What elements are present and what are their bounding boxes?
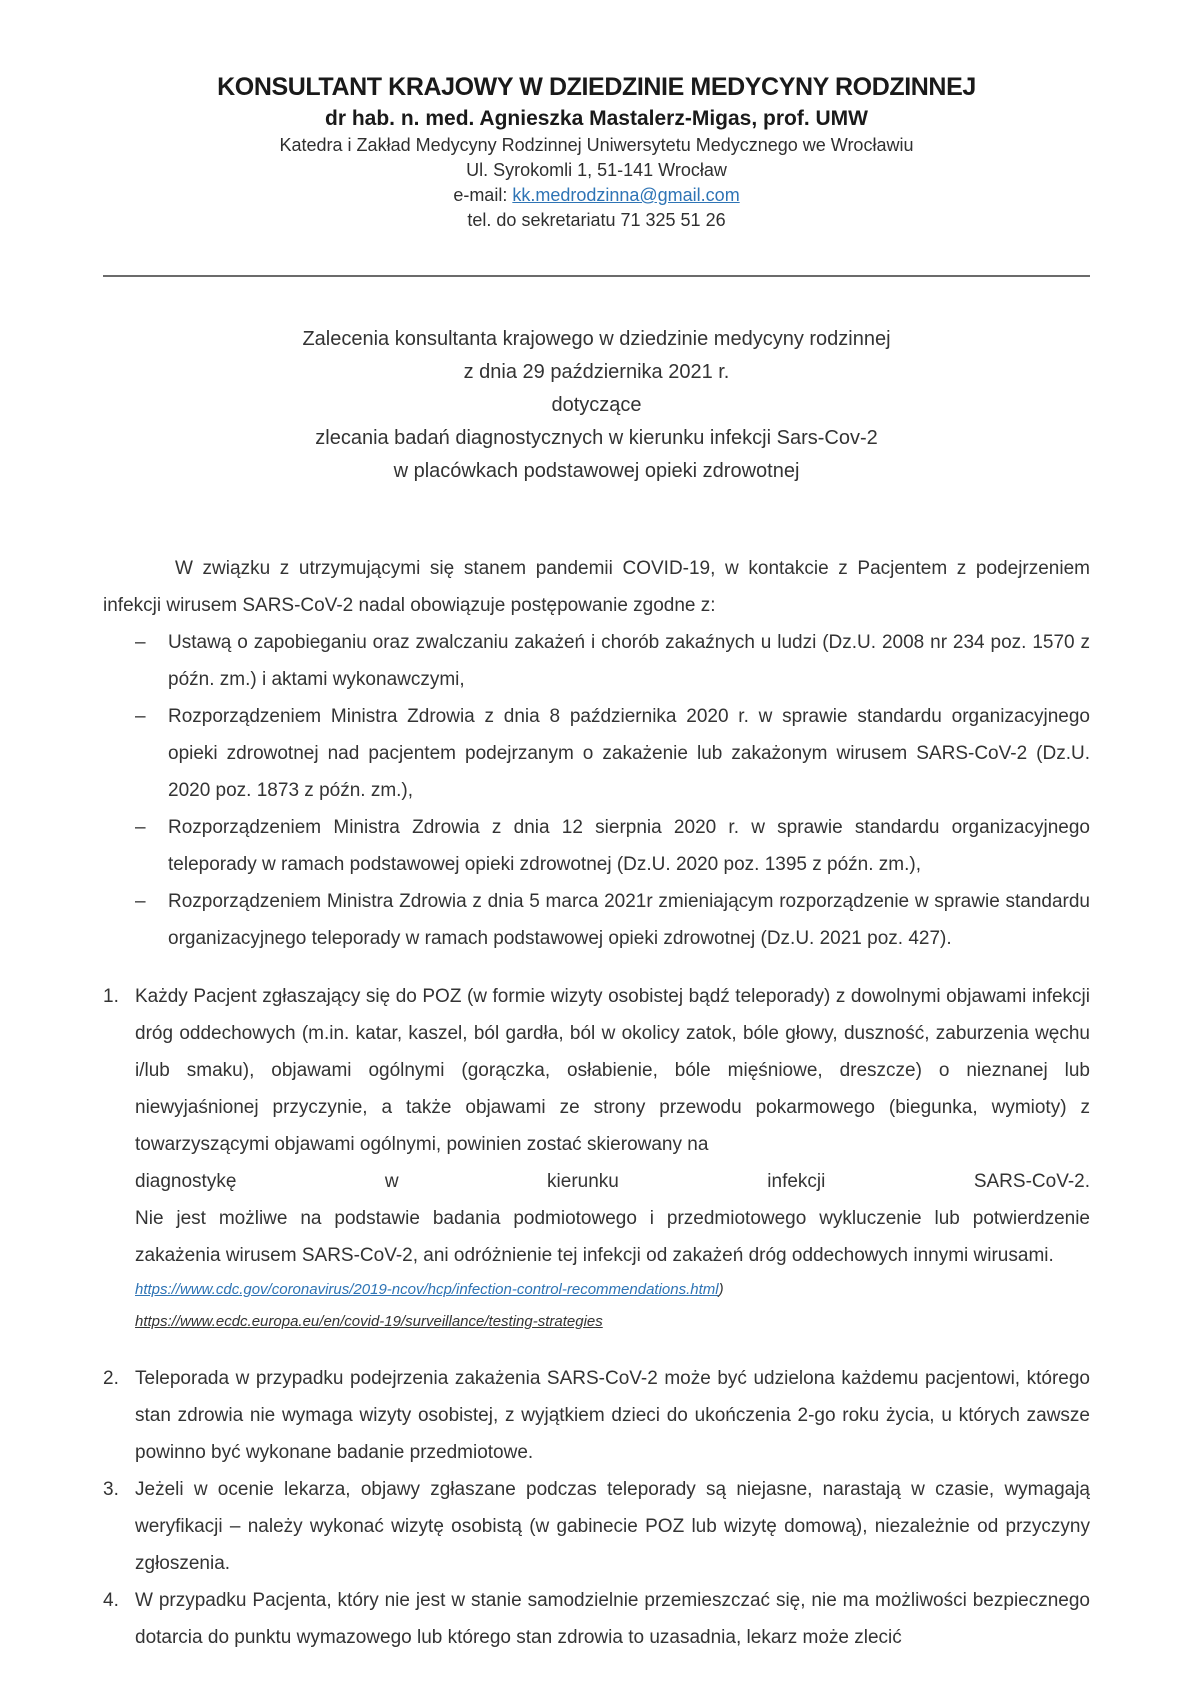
letterhead-phone: tel. do sekretariatu 71 325 51 26 xyxy=(467,210,726,230)
reference-link[interactable]: https://www.ecdc.europa.eu/en/covid-19/surveillance/testing-strategies xyxy=(135,1313,603,1330)
legal-basis-item xyxy=(103,883,1090,957)
email-link[interactable]: kk.medrodzinna@gmail.com xyxy=(512,185,740,205)
recommendation-item xyxy=(103,1471,1090,1582)
recommendation-text: Każdy Pacjent zgłaszający się do POZ (w formie wizyty osobistej bądź teleporady) z dowolnymi objawami infekcji dróg oddechowych (m.in. katar, kaszel, ból gardła, ból w okolicy zatok, bóle głowy, duszność, zaburzenia węchu i/lub smaku), objawami ogólnymi (gorączka, osłabienie, bóle mięśniowe, dreszcze) o nieznanej lub niewyjaśnionej przyczynie, a także objawami ze strony przewodu pokarmowego (biegunka, wymioty) z towarzyszącymi objawami ogólnymi, powinien zostać skierowany na xyxy=(135,986,1090,1155)
legal-basis-item-text: Rozporządzeniem Ministra Zdrowia z dnia 8 października 2020 r. w sprawie standardu organizacyjnego opieki zdrowotnej nad pacjentem podejrzanym o zakażenie lub zakażonym wirusem SARS-CoV-2 (Dz.U. 2020 poz. 1873 z późn. zm.), xyxy=(168,706,1090,801)
letterhead-department: Katedra i Zakład Medycyny Rodzinnej Uniwersytetu Medycznego we Wrocławiu xyxy=(279,135,914,155)
item-number: 1. xyxy=(103,986,119,1007)
title-line: zlecania badań diagnostycznych w kierunku infekcji Sars-Cov-2 xyxy=(315,427,878,449)
reference-link-line xyxy=(135,1274,1090,1306)
recommendation-note: Nie jest możliwe na podstawie badania podmiotowego i przedmiotowego wykluczenie lub potwierdzenie zakażenia wirusem SARS-CoV-2, ani odróżnienie tej infekcji od zakażeń dróg oddechowych innymi wirusami. xyxy=(135,1208,1090,1266)
recommendation-text: W przypadku Pacjenta, który nie jest w stanie samodzielnie przemieszczać się, nie ma możliwości bezpiecznego dotarcia do punktu wymazowego lub którego stan zdrowia to uzasadnia, lekarz może zlecić xyxy=(135,1590,1090,1648)
divider-rule xyxy=(103,275,1090,277)
email-label: e-mail: xyxy=(453,185,513,205)
letterhead-consultant-name: dr hab. n. med. Agnieszka Mastalerz-Migas, prof. UMW xyxy=(325,107,868,130)
title-line: z dnia 29 października 2021 r. xyxy=(463,361,730,383)
recommendation-text: Teleporada w przypadku podejrzenia zakażenia SARS-CoV-2 może być udzielona każdemu pacjentowi, którego stan zdrowia nie wymaga wizyty osobistej, z wyjątkiem dzieci do ukończenia 2-go roku życia, u których zawsze powinno być wykonane badanie przedmiotowe. xyxy=(135,1368,1090,1463)
legal-basis-item-text: Rozporządzeniem Ministra Zdrowia z dnia 12 sierpnia 2020 r. w sprawie standardu organizacyjnego teleporady w ramach podstawowej opieki zdrowotnej (Dz.U. 2020 poz. 1395 z późn. zm.), xyxy=(168,817,1090,875)
document-title xyxy=(103,323,1090,488)
legal-basis-list xyxy=(103,624,1090,957)
letterhead-email-line xyxy=(103,183,1090,208)
legal-basis-item xyxy=(103,624,1090,698)
legal-basis-item xyxy=(103,698,1090,809)
title-line: w placówkach podstawowej opieki zdrowotnej xyxy=(393,460,800,482)
dash-marker: – xyxy=(135,632,146,653)
item-number: 4. xyxy=(103,1590,119,1611)
item-number: 3. xyxy=(103,1479,119,1500)
recommendation-item xyxy=(103,1360,1090,1471)
title-line: Zalecenia konsultanta krajowego w dziedzinie medycyny rodzinnej xyxy=(302,328,891,350)
reference-link[interactable]: https://www.cdc.gov/coronavirus/2019-ncov/hcp/infection-control-recommendations.html xyxy=(135,1281,719,1298)
dash-marker: – xyxy=(135,891,146,912)
recommendation-item xyxy=(103,1582,1090,1656)
reference-link-line xyxy=(135,1306,1090,1338)
recommendation-text: Jeżeli w ocenie lekarza, objawy zgłaszane podczas teleporady są niejasne, narastają w czasie, wymagają weryfikacji – należy wykonać wizytę osobistą (w gabinecie POZ lub wizytę domową), niezależnie od przyczyny zgłoszenia. xyxy=(135,1479,1090,1574)
letterhead-address: Ul. Syrokomli 1, 51-141 Wrocław xyxy=(466,160,727,180)
legal-basis-item xyxy=(103,809,1090,883)
recommendations-list xyxy=(103,978,1090,1656)
letterhead xyxy=(103,72,1090,233)
legal-basis-item-text: Ustawą o zapobieganiu oraz zwalczaniu zakażeń i chorób zakaźnych u ludzi (Dz.U. 2008 nr 234 poz. 1570 z późn. zm.) i aktami wykonawczymi, xyxy=(168,632,1090,690)
recommendation-text-justified-line: diagnostykę w kierunku infekcji SARS-CoV-2. xyxy=(135,1171,1090,1192)
dash-marker: – xyxy=(135,817,146,838)
recommendation-item xyxy=(103,978,1090,1338)
letterhead-organization: KONSULTANT KRAJOWY W DZIEDZINIE MEDYCYNY RODZINNEJ xyxy=(217,73,976,101)
item-number: 2. xyxy=(103,1368,119,1389)
link-suffix: ) xyxy=(718,1281,724,1298)
dash-marker: – xyxy=(135,706,146,727)
intro-paragraph: W związku z utrzymującymi się stanem pandemii COVID-19, w kontakcie z Pacjentem z podejrzeniem infekcji wirusem SARS-CoV-2 nadal obowiązuje postępowanie zgodne z: xyxy=(103,558,1090,616)
legal-basis-item-text: Rozporządzeniem Ministra Zdrowia z dnia 5 marca 2021r zmieniającym rozporządzenie w sprawie standardu organizacyjnego teleporady w ramach podstawowej opieki zdrowotnej (Dz.U. 2021 poz. 427). xyxy=(168,891,1090,949)
title-line: dotyczące xyxy=(551,394,642,416)
